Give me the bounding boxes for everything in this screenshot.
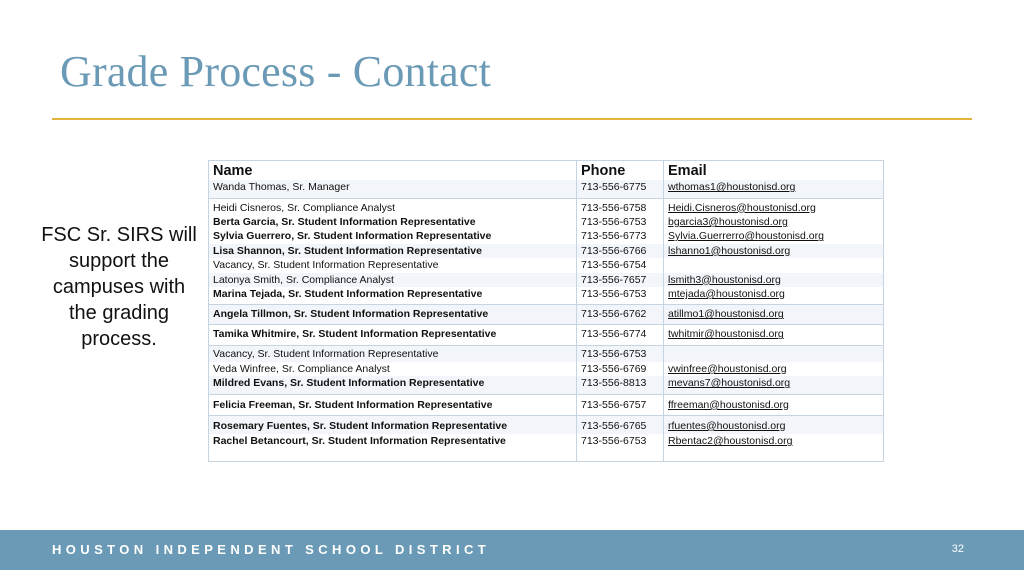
table-row xyxy=(209,346,884,362)
contact-name: Rachel Betancourt, Sr. Student Information Representative xyxy=(209,434,577,461)
contact-table xyxy=(208,160,884,462)
table-row xyxy=(209,376,884,394)
table-row xyxy=(209,244,884,258)
contact-email-link[interactable]: lshanno1@houstonisd.org xyxy=(668,244,791,257)
contact-phone: 713-556-6753 xyxy=(577,215,664,229)
contact-phone: 713-556-6758 xyxy=(577,198,664,215)
contact-phone: 713-556-6757 xyxy=(577,394,664,415)
table-row xyxy=(209,362,884,376)
table-row xyxy=(209,394,884,415)
contact-phone: 713-556-6774 xyxy=(577,325,664,346)
contact-phone: 713-556-6753 xyxy=(577,346,664,362)
contact-name: Mildred Evans, Sr. Student Information Representative xyxy=(209,376,577,394)
contact-name: Sylvia Guerrero, Sr. Student Information Representative xyxy=(209,229,577,243)
contact-name: Vacancy, Sr. Student Information Representative xyxy=(209,258,577,272)
contact-name: Veda Winfree, Sr. Compliance Analyst xyxy=(209,362,577,376)
contact-email-link[interactable]: mtejada@houstonisd.org xyxy=(668,287,785,300)
table-row xyxy=(209,434,884,461)
contact-name: Berta Garcia, Sr. Student Information Representative xyxy=(209,215,577,229)
contact-name: Tamika Whitmire, Sr. Student Information Representative xyxy=(209,325,577,346)
table-row xyxy=(209,229,884,243)
contact-name: Vacancy, Sr. Student Information Representative xyxy=(209,346,577,362)
contact-name: Felicia Freeman, Sr. Student Information Representative xyxy=(209,394,577,415)
contact-phone: 713-556-6769 xyxy=(577,362,664,376)
contact-phone: 713-556-6754 xyxy=(577,258,664,272)
contact-name: Latonya Smith, Sr. Compliance Analyst xyxy=(209,273,577,287)
contact-phone: 713-556-6766 xyxy=(577,244,664,258)
contact-phone: 713-556-7657 xyxy=(577,273,664,287)
contact-name: Angela Tillmon, Sr. Student Information Representative xyxy=(209,305,577,325)
contact-email-link[interactable]: wthomas1@houstonisd.org xyxy=(668,181,796,193)
table-row xyxy=(209,198,884,215)
table-row xyxy=(209,180,884,198)
table-row xyxy=(209,287,884,305)
table-header-row xyxy=(209,161,884,181)
contact-phone: 713-556-6773 xyxy=(577,229,664,243)
contact-email-link[interactable]: ffreeman@houstonisd.org xyxy=(668,398,789,411)
table-row xyxy=(209,305,884,325)
contact-email-link[interactable]: mevans7@houstonisd.org xyxy=(668,377,791,390)
contact-name: Rosemary Fuentes, Sr. Student Information Representative xyxy=(209,415,577,434)
header-email: Email xyxy=(664,161,884,181)
contact-name: Marina Tejada, Sr. Student Information Representative xyxy=(209,287,577,305)
contact-email-link[interactable]: Sylvia.Guerrerro@houstonisd.org xyxy=(668,230,824,243)
header-phone: Phone xyxy=(577,161,664,181)
header-name: Name xyxy=(209,161,577,181)
contact-phone: 713-556-6765 xyxy=(577,415,664,434)
contact-email-link[interactable]: lsmith3@houstonisd.org xyxy=(668,273,781,286)
footer-bar xyxy=(0,530,1024,570)
contact-email-link[interactable]: twhitmir@houstonisd.org xyxy=(668,328,784,341)
contact-email-link[interactable]: rfuentes@houstonisd.org xyxy=(668,419,786,432)
contact-name: Lisa Shannon, Sr. Student Information Representative xyxy=(209,244,577,258)
contact-name: Heidi Cisneros, Sr. Compliance Analyst xyxy=(209,198,577,215)
contact-phone: 713-556-6753 xyxy=(577,287,664,305)
contact-phone: 713-556-6762 xyxy=(577,305,664,325)
page-title: Grade Process - Contact xyxy=(60,47,492,96)
contact-phone: 713-556-6753 xyxy=(577,434,664,461)
title-divider xyxy=(52,118,972,120)
contact-email-link[interactable]: atillmo1@houstonisd.org xyxy=(668,308,784,321)
contact-phone: 713-556-8813 xyxy=(577,376,664,394)
contact-phone: 713-556-6775 xyxy=(577,180,664,198)
table-row xyxy=(209,325,884,346)
district-name: HOUSTON INDEPENDENT SCHOOL DISTRICT xyxy=(52,542,491,557)
table-row xyxy=(209,273,884,287)
page-number: 32 xyxy=(951,543,964,555)
contact-name: Wanda Thomas, Sr. Manager xyxy=(209,180,577,198)
table-row xyxy=(209,415,884,434)
contact-email-link[interactable]: bgarcia3@houstonisd.org xyxy=(668,215,788,228)
contact-email-link[interactable]: Rbentac2@houstonisd.org xyxy=(668,435,793,448)
table-row xyxy=(209,215,884,229)
contact-email-link[interactable]: vwinfree@houstonisd.org xyxy=(668,362,787,375)
contact-email-link[interactable]: Heidi.Cisneros@houstonisd.org xyxy=(668,201,816,214)
side-note: FSC Sr. SIRS will support the campuses with the grading process. xyxy=(41,224,197,350)
table-row xyxy=(209,258,884,272)
